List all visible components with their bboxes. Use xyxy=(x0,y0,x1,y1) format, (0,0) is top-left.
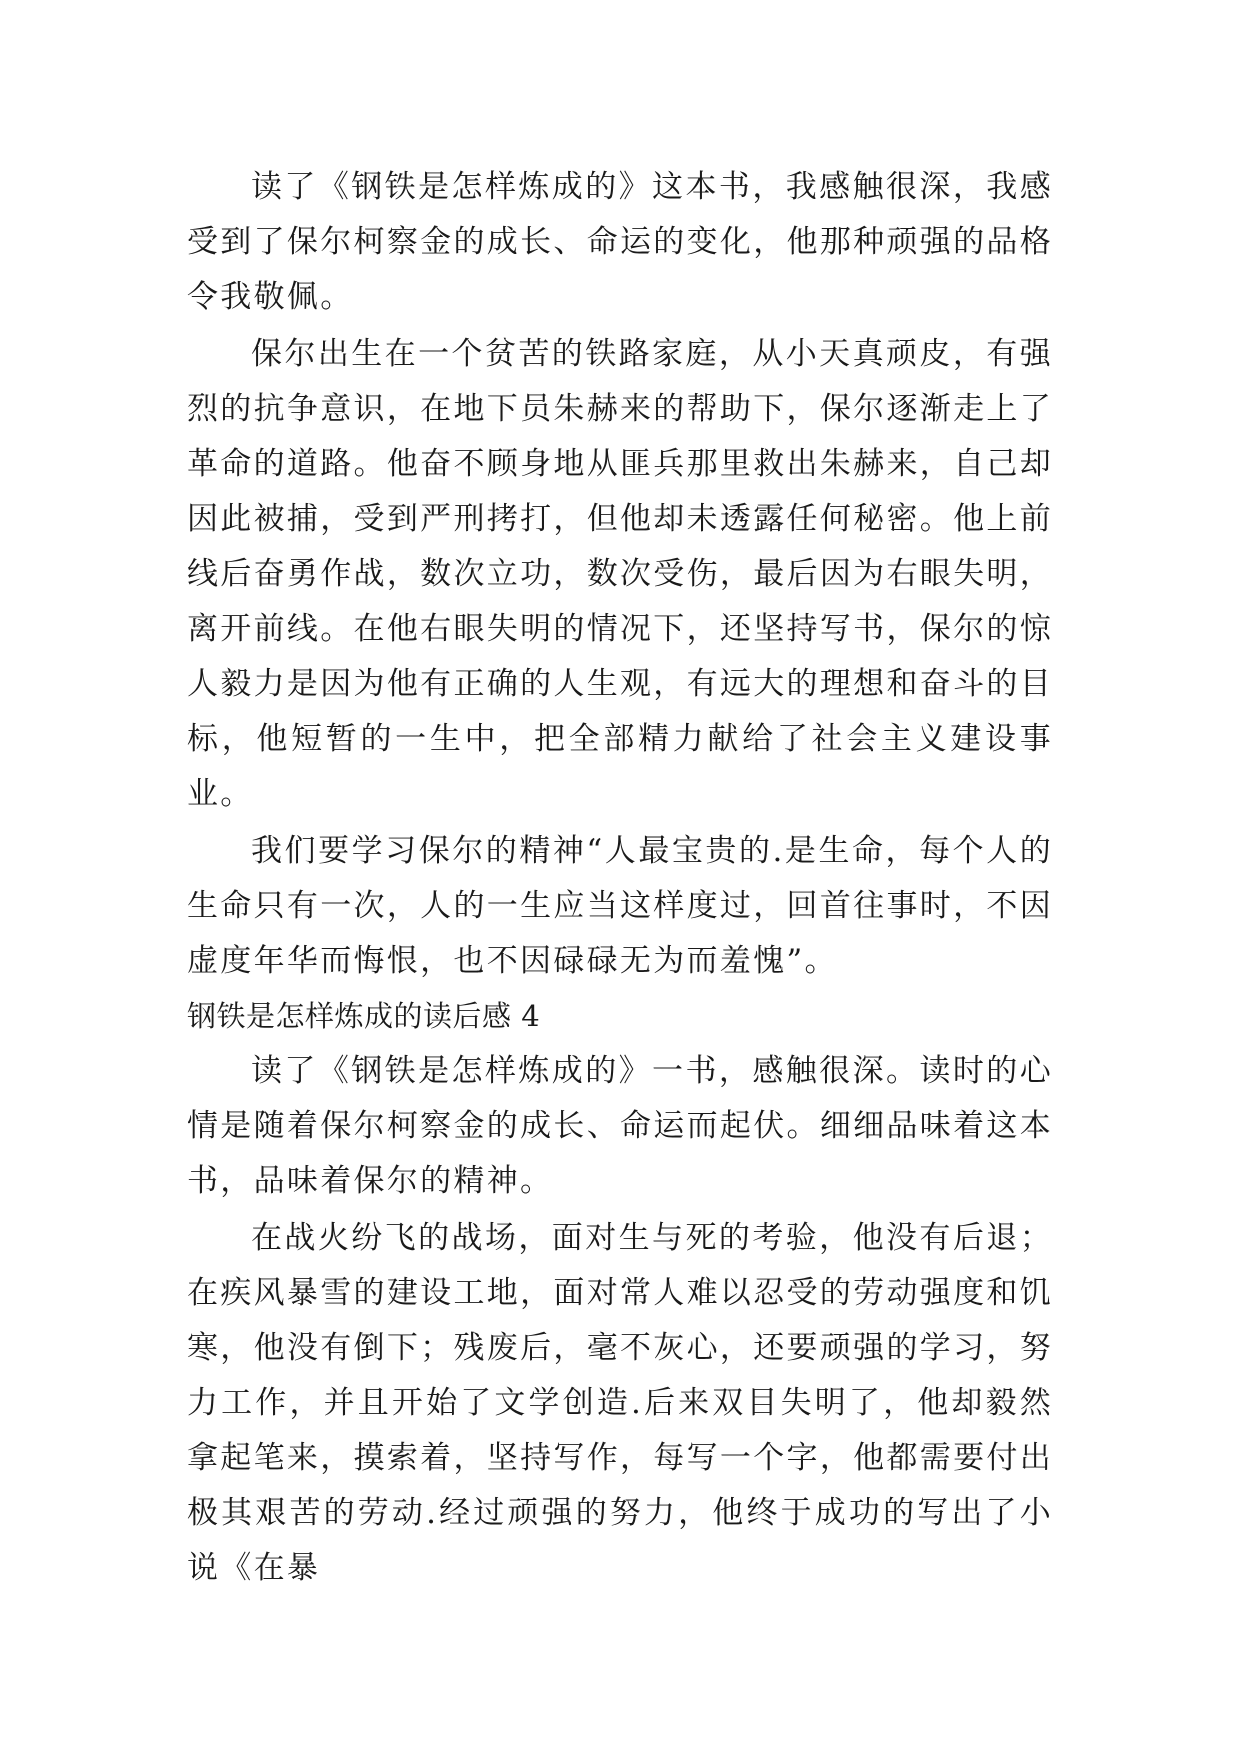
paragraph-reflection: 读了《钢铁是怎样炼成的》一书，感触很深。读时的心情是随着保尔柯察金的成长、命运而起伏。细细品味着这本书，品味着保尔的精神。 xyxy=(187,1053,1053,1199)
paragraph-battle: 在战火纷飞的战场，面对生与死的考验，他没有后退；在疾风暴雪的建设工地，面对常人难以忍受的劳动强度和饥寒，他没有倒下；残废后，毫不灰心，还要顽强的学习，努力工作，并且开始了文学创造.后来双目失明了，他却毅然拿起笔来，摸索着，坚持写作，每写一个字，他都需要付出极其艰苦的劳动.经过顽强的努力，他终于成功的写出了小说《在暴 xyxy=(187,1220,1053,1586)
section-title: 钢铁是怎样炼成的读后感 4 xyxy=(187,999,541,1033)
paragraph-story: 保尔出生在一个贫苦的铁路家庭，从小天真顽皮，有强烈的抗争意识，在地下员朱赫来的帮助下，保尔逐渐走上了革命的道路。他奋不顾身地从匪兵那里救出朱赫来，自己却因此被捕，受到严刑拷打，但他却未透露任何秘密。他上前线后奋勇作战，数次立功，数次受伤，最后因为右眼失明，离开前线。在他右眼失明的情况下，还坚持写书，保尔的惊人毅力是因为他有正确的人生观，有远大的理想和奋斗的目标，他短暂的一生中，把全部精力献给了社会主义建设事业。 xyxy=(187,336,1053,812)
document-body xyxy=(187,160,1053,1596)
paragraph-intro: 读了《钢铁是怎样炼成的》这本书，我感触很深，我感受到了保尔柯察金的成长、命运的变化，他那种顽强的品格令我敬佩。 xyxy=(187,169,1053,315)
paragraph-quote: 我们要学习保尔的精神“人最宝贵的.是生命，每个人的生命只有一次，人的一生应当这样度过，回首往事时，不因虚度年华而悔恨，也不因碌碌无为而羞愧”。 xyxy=(187,833,1053,979)
